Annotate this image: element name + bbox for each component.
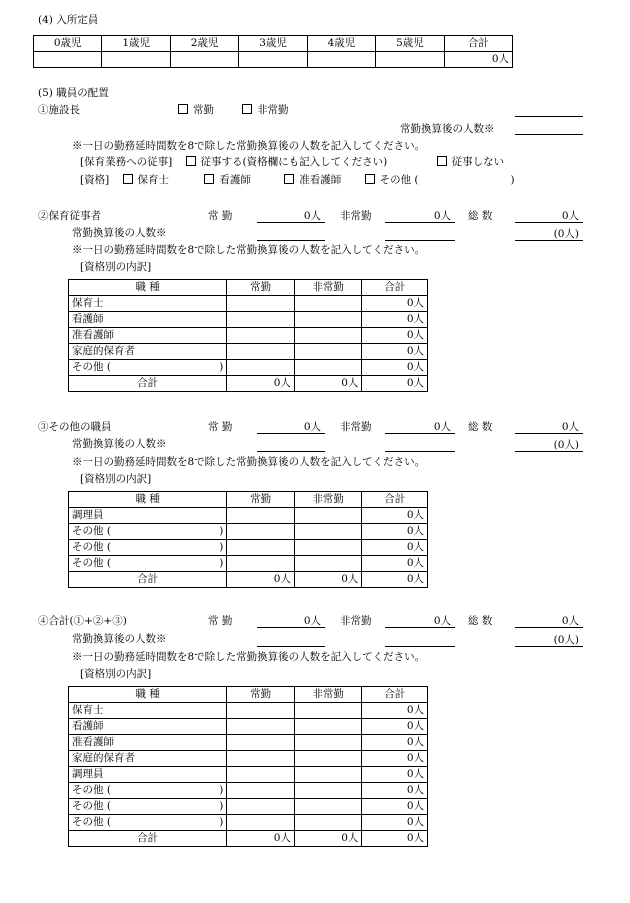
grand-fte-value: (0人) (515, 633, 583, 647)
checkbox-icon (178, 104, 188, 114)
grand-total-count-label: 総 数 (468, 615, 493, 627)
checkbox-icon (123, 174, 133, 184)
grand-fte-field-full[interactable] (257, 633, 325, 647)
table-row[interactable]: その他 ( ) 0人 (69, 360, 428, 376)
cell-age4[interactable] (307, 52, 375, 68)
table-row: 調理員 0人 (69, 767, 428, 783)
table-row: 准看護師 0人 (69, 328, 428, 344)
table-header-row: 職 種 常勤 非常勤 合計 (69, 280, 428, 296)
other-fte-field-full[interactable] (257, 438, 325, 452)
caregiver-part-value[interactable]: 0人 (385, 209, 455, 223)
table-sum-row: 合計 0人 0人 0人 (69, 831, 428, 847)
table-row[interactable]: その他 ( ) 0人 (69, 540, 428, 556)
qual-assoc-nurse-option[interactable]: 准看護師 (284, 174, 341, 186)
table-row[interactable]: その他 ( ) 0人 (69, 815, 428, 831)
section-5-title: (5) 職員の配置 (38, 87, 109, 99)
cell-age1[interactable] (102, 52, 170, 68)
capacity-header-row (34, 36, 513, 52)
capacity-table (33, 35, 513, 68)
table-row[interactable]: その他 ( ) 0人 (69, 524, 428, 540)
caregiver-full-value[interactable]: 0人 (257, 209, 325, 223)
checkbox-icon (242, 104, 252, 114)
table-sum-row: 合計 0人 0人 0人 (69, 572, 428, 588)
grand-breakdown-label: [資格別の内訳] (80, 668, 152, 680)
other-fte-field-part[interactable] (385, 438, 455, 452)
caregiver-breakdown-label: [資格別の内訳] (80, 261, 152, 273)
checkbox-icon (437, 156, 447, 166)
col-total: 合計 (444, 36, 512, 52)
other-staff-label: ③その他の職員 (38, 421, 112, 433)
director-label: ①施設長 (38, 104, 80, 116)
other-total-value[interactable]: 0人 (515, 420, 583, 434)
caregiver-total-value[interactable]: 0人 (515, 209, 583, 223)
table-sum-row: 合計 0人 0人 0人 (69, 376, 428, 392)
grand-full-value[interactable]: 0人 (257, 614, 325, 628)
table-row: 准看護師 0人 (69, 735, 428, 751)
grand-total-value[interactable]: 0人 (515, 614, 583, 628)
col-age4: 4歳児 (307, 36, 375, 52)
capacity-value-row (34, 52, 513, 68)
other-total-label: 総 数 (468, 421, 493, 433)
checkbox-icon (365, 174, 375, 184)
other-part-label: 非常勤 (340, 421, 372, 433)
table-header-row: 職 種 常勤 非常勤 合計 (69, 687, 428, 703)
other-note: ※一日の勤務延時間数を8で除した常勤換算後の人数を記入してください。 (72, 456, 426, 468)
caregiver-fte-field-full[interactable] (257, 227, 325, 241)
caregiver-part-label: 非常勤 (340, 210, 372, 222)
director-parttime-option[interactable]: 非常勤 (242, 104, 289, 117)
col-age0: 0歳児 (34, 36, 102, 52)
cell-age0[interactable] (34, 52, 102, 68)
director-work-row: [保育業務への従事] 従事する(資格欄にも記入してください) 従事しない (80, 156, 505, 168)
caregiver-total-label: 総 数 (468, 210, 493, 222)
work-no-option[interactable]: 従事しない (437, 156, 505, 168)
table-row: 家庭的保育者 0人 (69, 344, 428, 360)
col-age5: 5歳児 (376, 36, 444, 52)
checkbox-icon (204, 174, 214, 184)
other-fte-label: 常勤換算後の人数※ (72, 438, 167, 450)
grand-fte-label: 常勤換算後の人数※ (72, 633, 167, 645)
table-row: 調理員 0人 (69, 508, 428, 524)
other-full-label: 常 勤 (208, 421, 233, 433)
col-age3: 3歳児 (239, 36, 307, 52)
caregiver-full-label: 常 勤 (208, 210, 233, 222)
caregiver-label: ②保育従事者 (38, 210, 101, 222)
grand-breakdown-table (68, 686, 428, 847)
other-breakdown-label: [資格別の内訳] (80, 473, 152, 485)
grand-total-label: ④合計(①+②+③) (38, 615, 127, 627)
qual-other-option[interactable]: その他 ( (365, 174, 419, 186)
grand-full-label: 常 勤 (208, 615, 233, 627)
table-row[interactable]: その他 ( ) 0人 (69, 799, 428, 815)
col-age1: 1歳児 (102, 36, 170, 52)
caregiver-fte-field-part[interactable] (385, 227, 455, 241)
cell-age3[interactable] (239, 52, 307, 68)
grand-fte-field-part[interactable] (385, 633, 455, 647)
table-row: 家庭的保育者 0人 (69, 751, 428, 767)
other-full-value[interactable]: 0人 (257, 420, 325, 434)
director-qual-row: [資格] 保育士 看護師 准看護師 その他 ( ) (80, 174, 515, 186)
work-yes-option[interactable]: 従事する(資格欄にも記入してください) (186, 156, 388, 168)
table-row: 看護師 0人 (69, 312, 428, 328)
checkbox-icon (186, 156, 196, 166)
table-header-row: 職 種 常勤 非常勤 合計 (69, 492, 428, 508)
qual-hoikushi-option[interactable]: 保育士 (123, 174, 170, 186)
caregiver-breakdown-table (68, 279, 428, 392)
cell-age2[interactable] (170, 52, 238, 68)
other-breakdown-table (68, 491, 428, 588)
table-row: 保育士 0人 (69, 296, 428, 312)
other-fte-value: (0人) (515, 438, 583, 452)
section-4-title: (4) 入所定員 (38, 14, 99, 26)
director-fulltime-option[interactable]: 常勤 (178, 104, 214, 117)
table-row[interactable]: その他 ( ) 0人 (69, 556, 428, 572)
caregiver-fte-value: (0人) (515, 227, 583, 241)
checkbox-icon (284, 174, 294, 184)
grand-note: ※一日の勤務延時間数を8で除した常勤換算後の人数を記入してください。 (72, 651, 426, 663)
table-row: 保育士 0人 (69, 703, 428, 719)
director-note: ※一日の勤務延時間数を8で除した常勤換算後の人数を記入してください。 (72, 140, 426, 152)
other-part-value[interactable]: 0人 (385, 420, 455, 434)
grand-part-label: 非常勤 (340, 615, 372, 627)
col-age2: 2歳児 (170, 36, 238, 52)
cell-capacity-total: 0人 (444, 52, 512, 68)
cell-age5[interactable] (376, 52, 444, 68)
qual-nurse-option[interactable]: 看護師 (204, 174, 251, 186)
caregiver-fte-label: 常勤換算後の人数※ (72, 227, 167, 239)
grand-part-value[interactable]: 0人 (385, 614, 455, 628)
caregiver-note: ※一日の勤務延時間数を8で除した常勤換算後の人数を記入してください。 (72, 244, 426, 256)
table-row[interactable]: その他 ( ) 0人 (69, 783, 428, 799)
director-fte-label: 常勤換算後の人数※ (400, 123, 495, 135)
table-row: 看護師 0人 (69, 719, 428, 735)
director-fte-field[interactable] (515, 116, 583, 135)
